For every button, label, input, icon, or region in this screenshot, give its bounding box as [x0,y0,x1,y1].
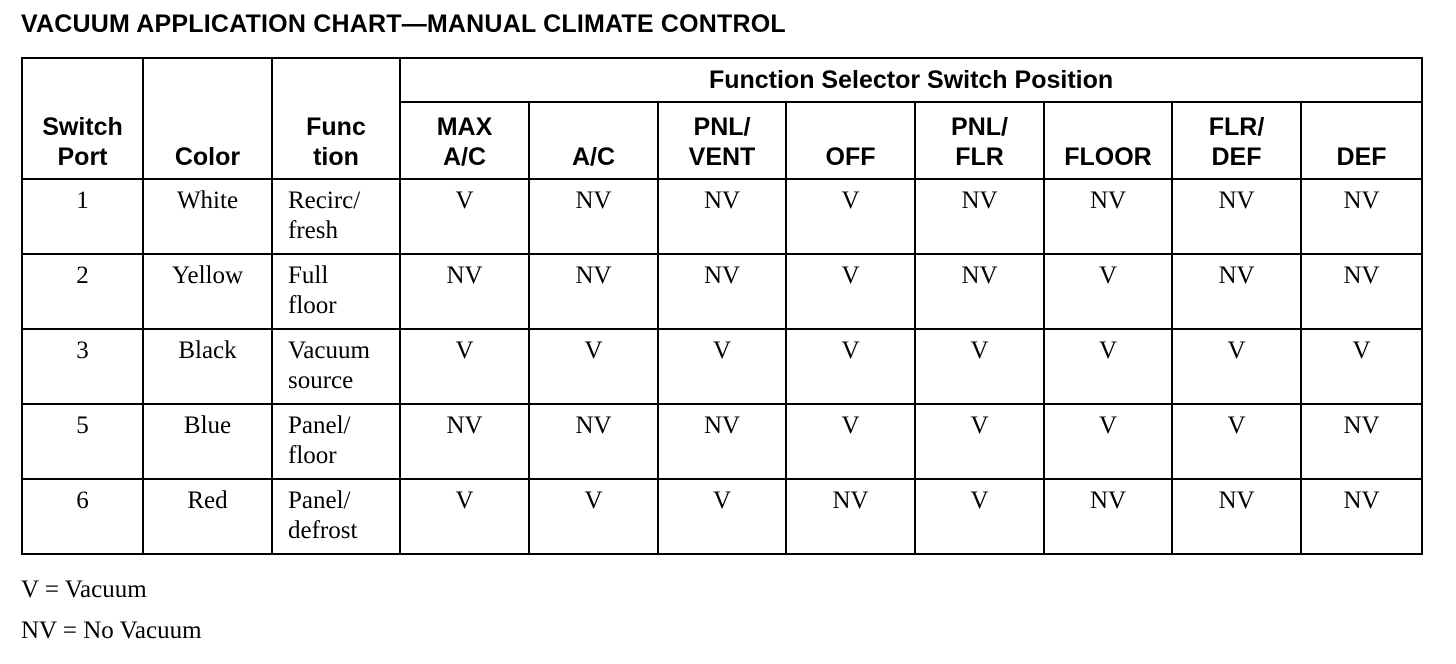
legend-no-vacuum: NV = No Vacuum [21,617,202,644]
value-cell: V [1044,329,1172,404]
header-position-max-ac: MAX A/C [400,102,529,179]
value-cell: NV [658,254,786,329]
port-cell: 2 [22,254,143,329]
function-cell: Panel/ floor [272,404,400,479]
value-cell: NV [658,404,786,479]
color-cell: Red [143,479,272,554]
header-row-group [22,58,1422,102]
header-function-selector-position: Function Selector Switch Position [400,58,1422,102]
value-cell: NV [1172,479,1301,554]
port-cell: 5 [22,404,143,479]
value-cell: V [658,479,786,554]
value-cell: NV [1172,179,1301,254]
value-cell: NV [400,404,529,479]
value-cell: NV [1301,254,1422,329]
header-position-pnl-vent: PNL/ VENT [658,102,786,179]
value-cell: NV [529,179,658,254]
legend-vacuum: V = Vacuum [21,576,147,603]
header-position-floor: FLOOR [1044,102,1172,179]
function-cell: Full floor [272,254,400,329]
function-cell: Recirc/ fresh [272,179,400,254]
value-cell: NV [786,479,915,554]
value-cell: V [1172,329,1301,404]
value-cell: V [400,479,529,554]
value-cell: V [400,179,529,254]
value-cell: NV [529,254,658,329]
function-cell: Vacuum source [272,329,400,404]
header-position-flr-def: FLR/ DEF [1172,102,1301,179]
value-cell: V [786,179,915,254]
value-cell: V [1044,404,1172,479]
header-color: Color [143,58,272,179]
header-position-pnl-flr: PNL/ FLR [915,102,1044,179]
color-cell: Black [143,329,272,404]
header-position-off: OFF [786,102,915,179]
value-cell: NV [1172,254,1301,329]
value-cell: NV [915,254,1044,329]
header-position-ac: A/C [529,102,658,179]
table-row [22,479,1422,554]
value-cell: V [529,479,658,554]
value-cell: NV [915,179,1044,254]
table-row [22,329,1422,404]
chart-title: VACUUM APPLICATION CHART—MANUAL CLIMATE CONTROL [21,10,786,38]
value-cell: NV [529,404,658,479]
color-cell: Blue [143,404,272,479]
color-cell: White [143,179,272,254]
value-cell: NV [658,179,786,254]
port-cell: 3 [22,329,143,404]
header-function: Func tion [272,58,400,179]
table-row [22,254,1422,329]
value-cell: NV [1044,179,1172,254]
vacuum-application-table [21,57,1423,555]
value-cell: NV [1301,179,1422,254]
value-cell: NV [1301,479,1422,554]
value-cell: NV [1301,404,1422,479]
header-switch-port: Switch Port [22,58,143,179]
table-row [22,179,1422,254]
table-row [22,404,1422,479]
value-cell: V [915,329,1044,404]
value-cell: V [1172,404,1301,479]
value-cell: NV [400,254,529,329]
value-cell: V [400,329,529,404]
value-cell: V [786,254,915,329]
port-cell: 6 [22,479,143,554]
function-cell: Panel/ defrost [272,479,400,554]
value-cell: V [786,329,915,404]
value-cell: NV [1044,479,1172,554]
value-cell: V [786,404,915,479]
value-cell: V [915,404,1044,479]
value-cell: V [915,479,1044,554]
header-position-def: DEF [1301,102,1422,179]
port-cell: 1 [22,179,143,254]
value-cell: V [529,329,658,404]
color-cell: Yellow [143,254,272,329]
value-cell: V [658,329,786,404]
value-cell: V [1301,329,1422,404]
value-cell: V [1044,254,1172,329]
